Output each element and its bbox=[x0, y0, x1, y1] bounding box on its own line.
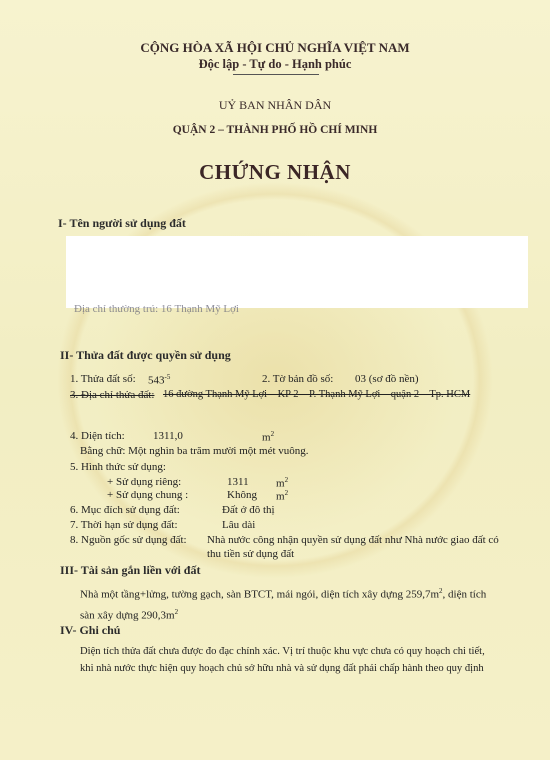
item-8-label: 8. Nguồn gốc sử dụng đất: bbox=[70, 534, 187, 546]
item-3-value: 16 đường Thạnh Mỹ Lợi – KP 2 – P. Thạnh Mỹ Lợi – quận 2 – Tp. HCM bbox=[163, 389, 471, 400]
notes-text bbox=[80, 643, 545, 677]
item-2-label: 2. Tờ bản đồ số: bbox=[262, 373, 334, 385]
item-5b-unit: $m^2$ bbox=[276, 489, 289, 503]
redaction-box bbox=[66, 236, 528, 308]
item-3-label: 3. Địa chỉ thửa đất: bbox=[70, 389, 155, 401]
item-4-label: 4. Diện tích: bbox=[70, 430, 125, 442]
item-6-label: 6. Mục đích sử dụng đất: bbox=[70, 504, 180, 516]
section-3-heading: III- Tài sản gắn liền với đất bbox=[60, 563, 201, 577]
item-5a-unit: $m^2$ bbox=[276, 476, 289, 490]
item-7-value: Lâu dài bbox=[222, 519, 256, 531]
item-7-label: 7. Thời hạn sử dụng đất: bbox=[70, 519, 178, 531]
item-5a-label: + Sử dụng riêng: bbox=[107, 476, 182, 488]
section-2-heading: II- Thửa đất được quyền sử dụng bbox=[60, 348, 231, 362]
notes-line-2: khi nhà nước thực hiện quy hoạch chủ sở hữu nhà và sử dụng đất phải chấp hành theo quy định bbox=[80, 663, 484, 674]
item-2-value: 03 (sơ đồ nền) bbox=[355, 373, 419, 385]
asset-description: Nhà một tầng+lửng, tường gạch, sàn BTCT, mái ngói, diện tích xây dựng $259,7m^2$, diện tích sàn xây dựng $290,3m^2$ bbox=[80, 587, 487, 622]
item-1-label: 1. Thửa đất số: bbox=[70, 373, 136, 385]
item-4-unit: $m^2$ bbox=[262, 430, 275, 444]
republic-heading: CỘNG HÒA XÃ HỘI CHỦ NGHĨA VIỆT NAM bbox=[140, 40, 410, 55]
section-4-heading: IV- Ghi chú bbox=[60, 623, 121, 637]
item-5b-value: Không bbox=[227, 489, 257, 501]
document-title: CHỨNG NHẬN bbox=[199, 160, 351, 184]
notes-line-1: Diện tích thửa đất chưa được đo đạc chính xác. Vị trí thuộc khu vực chưa có quy hoạch chi tiết, bbox=[80, 646, 485, 657]
section-1-heading: I- Tên người sử dụng đất bbox=[58, 216, 186, 230]
district-heading: QUẬN 2 – THÀNH PHỐ HỒ CHÍ MINH bbox=[172, 124, 378, 136]
item-5a-value: 1311 bbox=[227, 476, 249, 488]
item-1-value: $543^{-5}$ bbox=[148, 373, 171, 387]
item-4-words: Bằng chữ: Một nghìn ba trăm mười một mét vuông. bbox=[80, 445, 309, 457]
item-8-value-line2: thu tiền sử dụng đất bbox=[207, 548, 295, 560]
item-4-value: 1311,0 bbox=[153, 430, 183, 442]
committee-heading: UỶ BAN NHÂN DÂN bbox=[218, 98, 332, 112]
item-8-value-line1: Nhà nước công nhận quyền sử dụng đất như Nhà nước giao đất có bbox=[207, 534, 499, 546]
address-fragment: Địa chỉ thường trú: 16 Thạnh Mỹ Lợi bbox=[74, 303, 239, 315]
item-5-label: 5. Hình thức sử dụng: bbox=[70, 461, 166, 473]
item-6-value: Đất ở đô thị bbox=[222, 504, 275, 516]
motto: Độc lập - Tự do - Hạnh phúc bbox=[198, 57, 352, 71]
motto-underline bbox=[233, 74, 319, 75]
item-5b-label: + Sử dụng chung : bbox=[107, 489, 189, 501]
